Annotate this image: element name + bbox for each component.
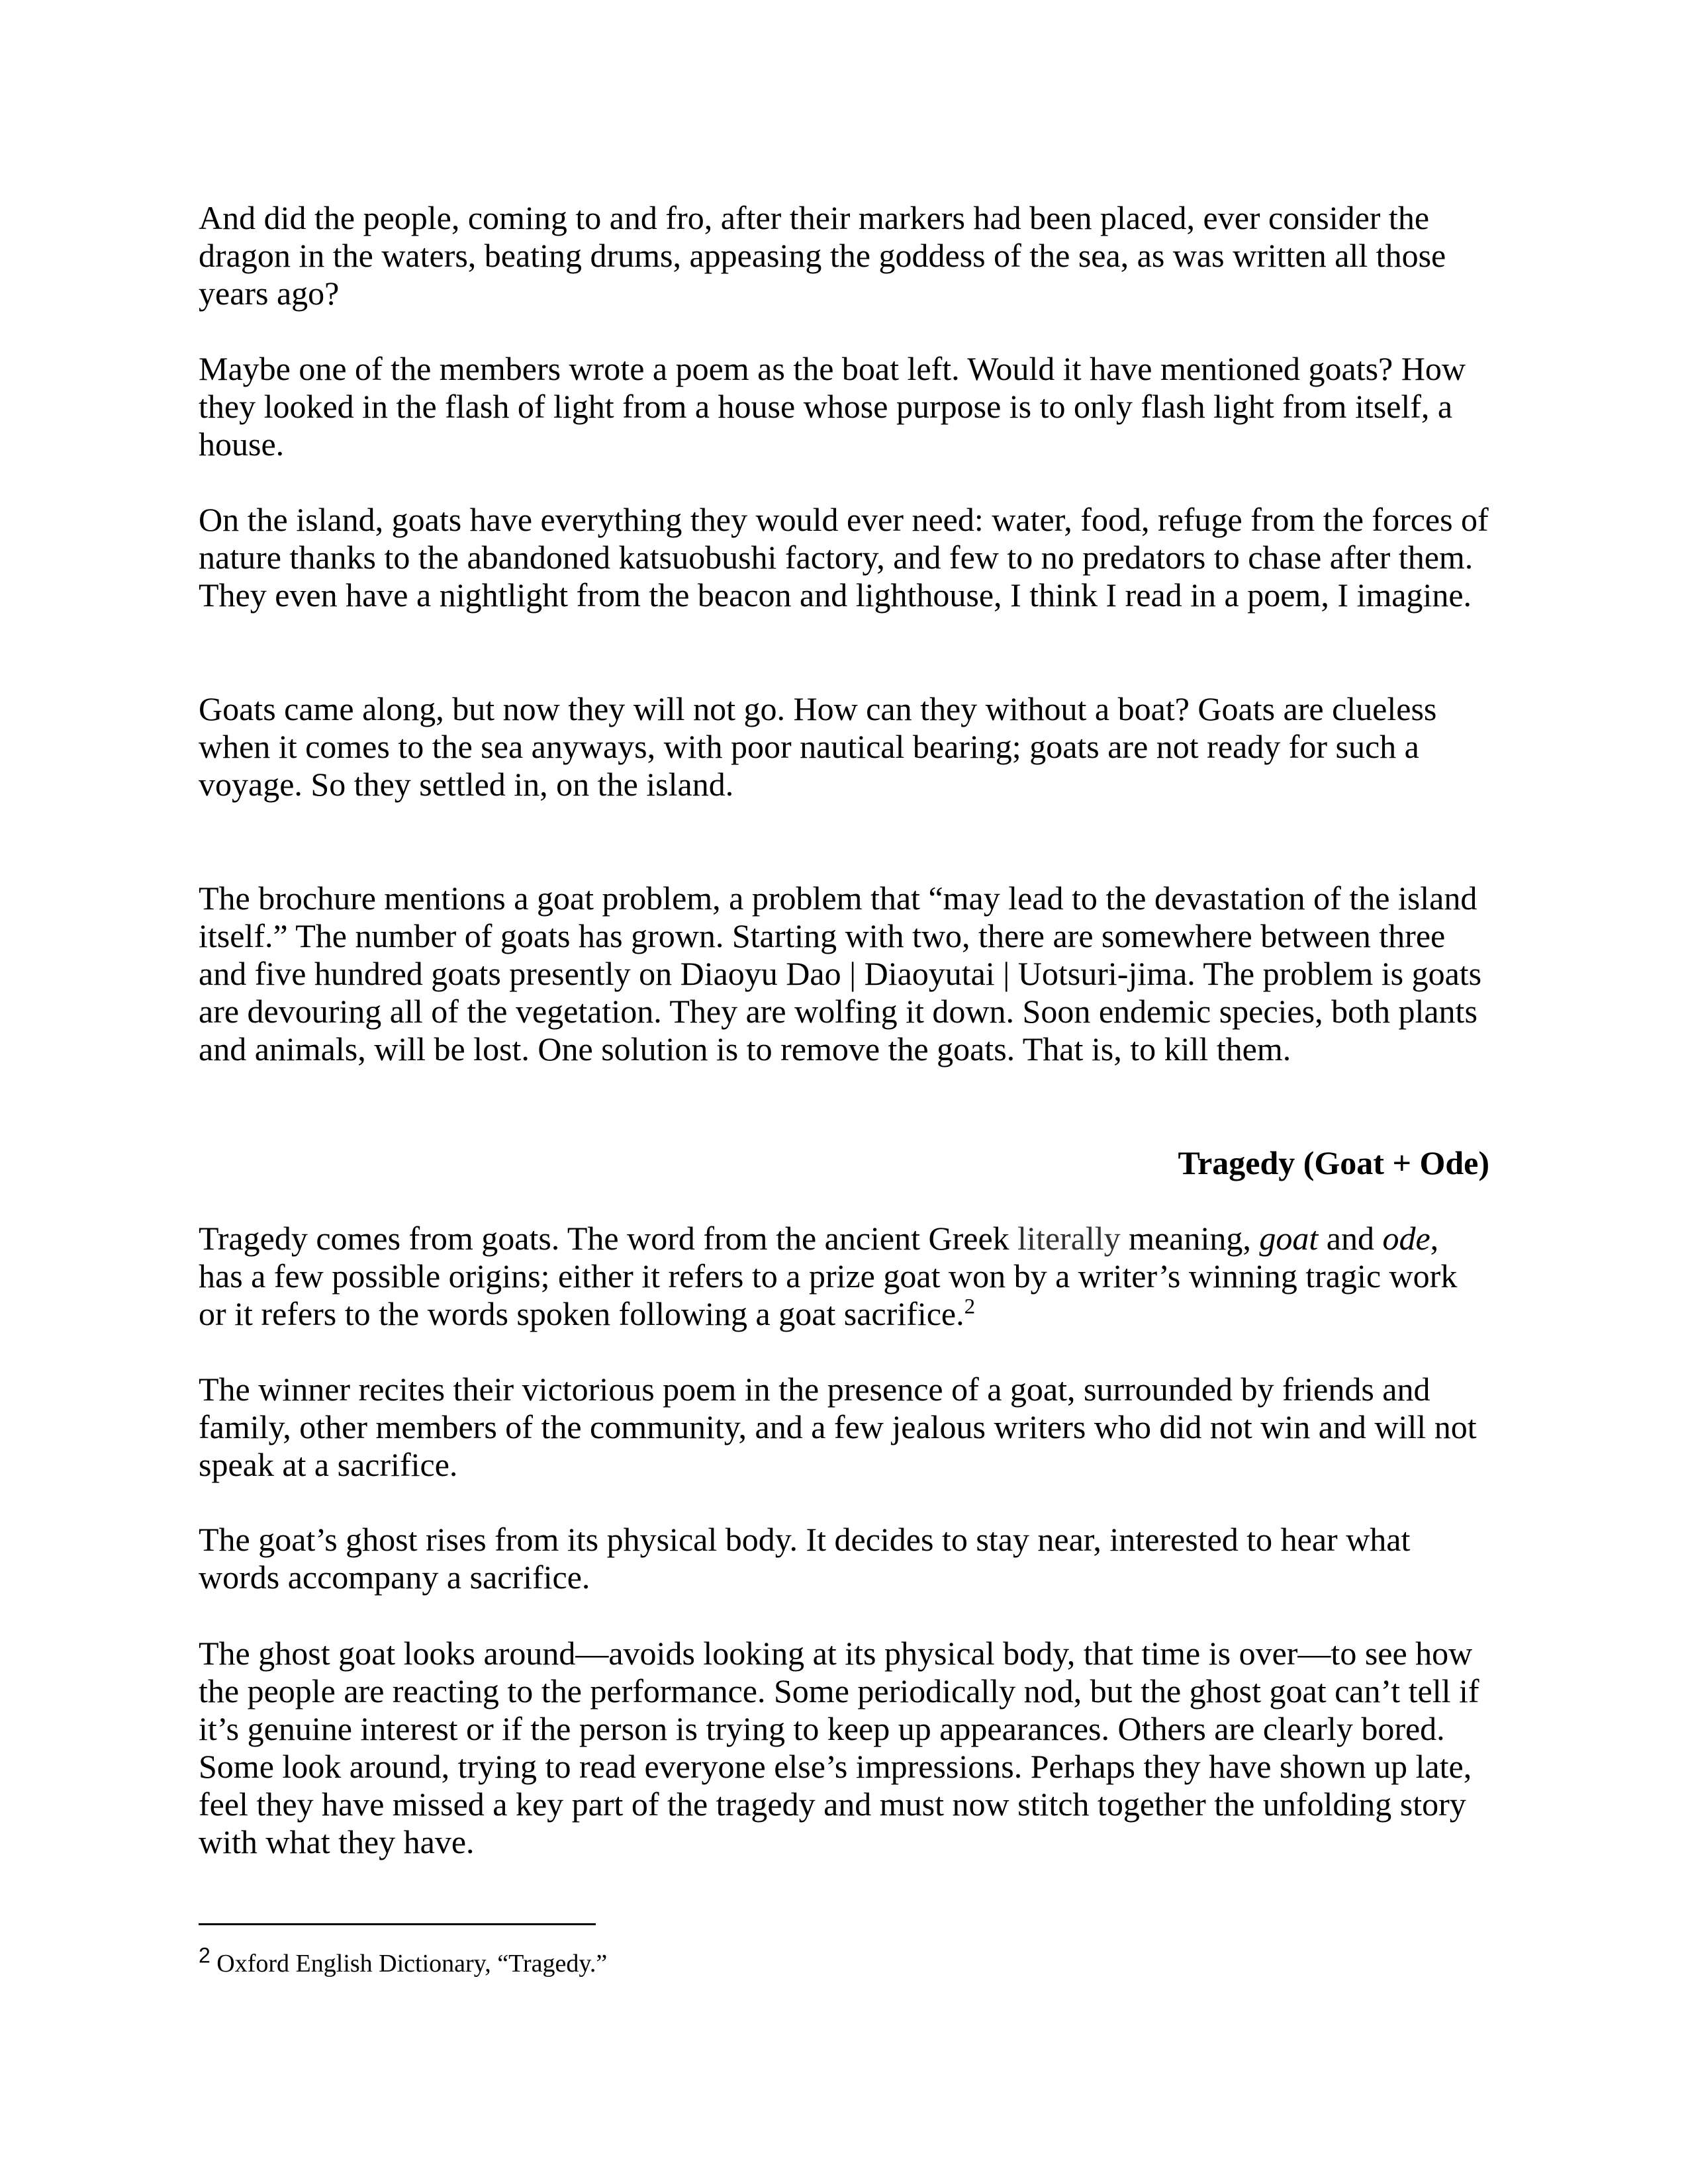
footnote-text: Oxford English Dictionary, “Tragedy.”: [210, 1950, 608, 1978]
paragraph-tragedy-intro: [199, 1220, 1489, 1333]
paragraph-goats-came: Goats came along, but now they will not go. How can they without a boat? Goats are clueless when it comes to the sea anyways, with poor nautical bearing; goats are not ready for such a voyage. So they settled in, on the island.: [199, 690, 1437, 803]
footnote-reference[interactable]: 2: [964, 1295, 976, 1319]
paragraph-ghost-looks: The ghost goat looks around—avoids looking at its physical body, that time is over—to see how the people are reacting to the performance. Some periodically nod, but the ghost goat can’t tell if it’s genuine interest or if the person is trying to keep up appearances. Others are clearly bored. Some look around, trying to read everyone else’s impressions. Perhaps they have shown up late, feel they have missed a key part of the tragedy and must now stitch together the unfolding story with what they have.: [199, 1635, 1479, 1860]
tragedy-intro-part3: , has a few possible origins; either it refers to a prize goat won by a writer’s winning tragic work or it refers to the words spoken following a goat sacrifice.: [199, 1220, 1458, 1332]
paragraph-ghost-rises: The goat’s ghost rises from its physical body. It decides to stay near, interested to hear what words accompany a sacrifice.: [199, 1521, 1411, 1596]
footnote-number: 2: [199, 1943, 211, 1968]
paragraph-brochure: The brochure mentions a goat problem, a problem that “may lead to the devastation of the island itself.” The number of goats has grown. Starting with two, there are somewhere between three and five hundred goats presently on Diaoyu Dao | Diaoyutai | Uotsuri-jima. The problem is goats are devouring all of the vegetation. They are wolfing it down. Soon endemic species, both plants and animals, will be lost. One solution is to remove the goats. That is, to kill them.: [199, 880, 1482, 1068]
tragedy-intro-part2: meaning,: [1120, 1220, 1260, 1257]
paragraph-island: On the island, goats have everything they would ever need: water, food, refuge from the forces of nature thanks to the abandoned katsuobushi factory, and few to no predators to chase after them. They even have a nightlight from the beacon and lighthouse, I think I read in a poem, I imagine.: [199, 501, 1489, 614]
tragedy-intro-goat: goat: [1259, 1220, 1319, 1257]
paragraph-dragon: And did the people, coming to and fro, after their markers had been placed, ever consider the dragon in the waters, beating drums, appeasing the goddess of the sea, as was written all those years ago?: [199, 199, 1446, 312]
tragedy-intro-ode: ode: [1382, 1220, 1430, 1257]
footnote-separator: [199, 1923, 596, 1925]
paragraph-winner: The winner recites their victorious poem in the presence of a goat, surrounded by friends and family, other members of the community, and a few jealous writers who did not win and will not speak at a sacrifice.: [199, 1371, 1477, 1483]
tragedy-intro-and: and: [1318, 1220, 1383, 1257]
section-heading: Tragedy (Goat + Ode): [1178, 1144, 1489, 1181]
tragedy-intro-part1: Tragedy comes from goats. The word from the ancient Greek: [199, 1220, 1018, 1257]
tragedy-intro-literally: literally: [1017, 1220, 1121, 1257]
paragraph-poem: Maybe one of the members wrote a poem as the boat left. Would it have mentioned goats? How they looked in the flash of light from a house whose purpose is to only flash light from itself, a house.: [199, 350, 1466, 463]
footnote: [199, 1943, 1489, 1978]
